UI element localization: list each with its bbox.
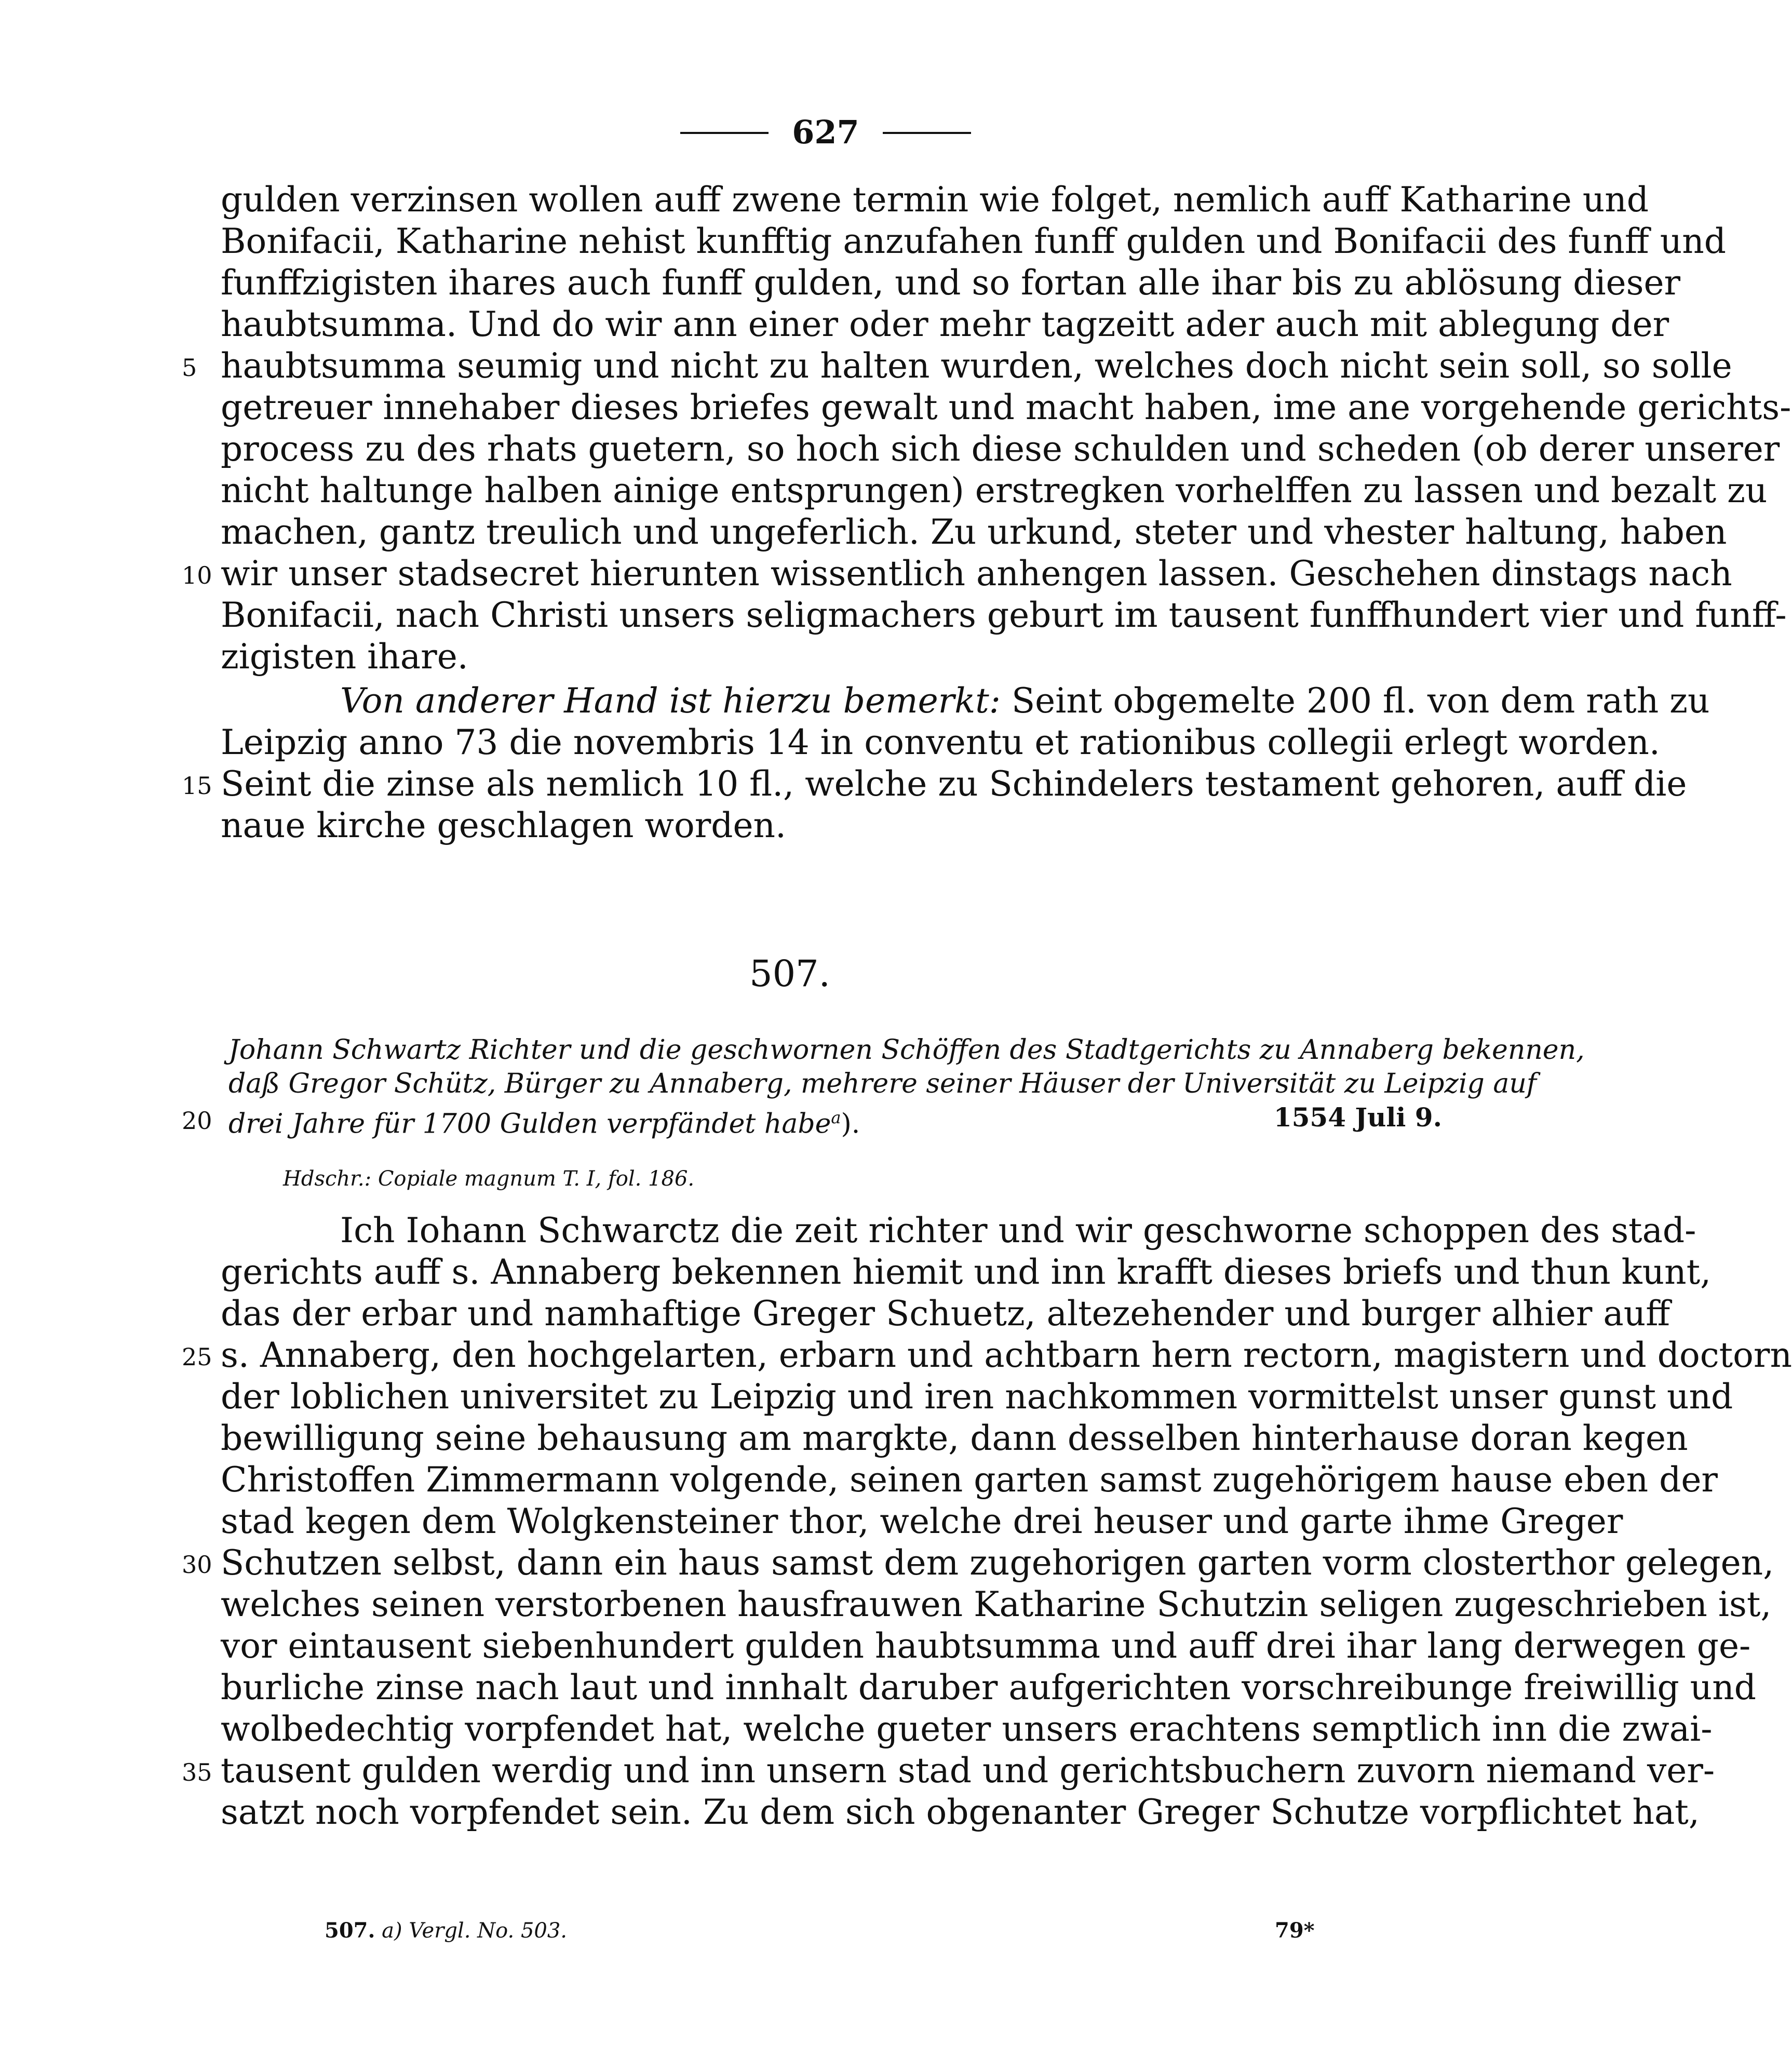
text-line: getreuer innehaber dieses briefes gewalt und macht haben, ime ane vorgehende gerichts- xyxy=(221,387,1791,427)
text-line: wir unser stadsecret hierunten wissentlich anhengen lassen. Geschehen dinstags nach xyxy=(221,554,1732,594)
text-line: machen, gantz treulich und ungeferlich. Zu urkund, steter und vhester haltung, haben xyxy=(221,512,1727,552)
document-date: 1554 Juli 9. xyxy=(1273,1102,1442,1133)
note-line: Seint die zinse als nemlich 10 fl., welche zu Schindelers testament gehoren, auff die xyxy=(221,764,1687,804)
text-line: s. Annaberg, den hochgelarten, erbarn und achtbarn hern rectorn, magistern und doctorn xyxy=(221,1335,1792,1375)
regest-end: ). xyxy=(841,1108,860,1140)
footnote-ref: 507. xyxy=(325,1918,375,1943)
regest-line: Johann Schwartz Richter und die geschwornen Schöffen des Stadtgerichts zu Annaberg bekennen, xyxy=(228,1034,1585,1066)
text-line: Ich Iohann Schwarctz die zeit richter und wir geschworne schoppen des stad- xyxy=(340,1210,1696,1250)
text-line: vor eintausent siebenhundert gulden haubtsumma und auff drei ihar lang derwegen ge- xyxy=(221,1626,1751,1666)
line-number: 20 xyxy=(182,1107,212,1135)
note-line xyxy=(221,680,1710,722)
text-line: tausent gulden werdig und inn unsern stad und gerichtsbuchern zuvorn niemand ver- xyxy=(221,1751,1715,1791)
line-number: 35 xyxy=(182,1758,212,1786)
page-number: 627 xyxy=(792,113,859,151)
text-line: gulden verzinsen wollen auff zwene termin wie folget, nemlich auff Katharine und xyxy=(221,180,1649,220)
footnote xyxy=(325,1916,567,1945)
text-line: der loblichen universitet zu Leipzig und iren nachkommen vormittelst unser gunst und xyxy=(221,1377,1733,1417)
text-line: welches seinen verstorbenen hausfrauwen Katharine Schutzin seligen zugeschrieben ist, xyxy=(221,1584,1772,1624)
text-line: satzt noch vorpfendet sein. Zu dem sich obgenanter Greger Schutze vorpflichtet hat, xyxy=(221,1792,1700,1832)
head-rule-right xyxy=(883,132,971,134)
text-line: das der erbar und namhaftige Greger Schuetz, altezehender und burger alhier auff xyxy=(221,1294,1670,1334)
document-number: 507. xyxy=(749,952,830,995)
line-number: 30 xyxy=(182,1551,212,1579)
regest-line: daß Gregor Schütz, Bürger zu Annaberg, mehrere seiner Häuser der Universität zu Leipzig auf xyxy=(228,1068,1537,1099)
footnote-text: a) Vergl. No. 503. xyxy=(382,1919,568,1943)
text-line: zigisten ihare. xyxy=(221,637,468,677)
running-head xyxy=(680,109,971,156)
text-line: process zu des rhats guetern, so hoch sich diese schulden und scheden (ob derer unserer xyxy=(221,429,1780,469)
text-line: wolbedechtig vorpfendet hat, welche gueter unsers erachtens semptlich inn die zwai- xyxy=(221,1709,1713,1749)
source-reference: Hdschr.: Copiale magnum T. I, fol. 186. xyxy=(283,1167,695,1191)
line-number: 25 xyxy=(182,1343,212,1371)
text-line: nicht haltunge halben ainige entsprungen) erstregken vorhelffen zu lassen und bezalt zu xyxy=(221,470,1768,510)
text-line: haubtsumma seumig und nicht zu halten wurden, welches doch nicht sein soll, so solle xyxy=(221,346,1732,386)
footnote-mark: a xyxy=(831,1108,841,1127)
regest-line xyxy=(228,1101,1007,1140)
note-text: Seint obgemelte 200 fl. von dem rath zu xyxy=(1011,681,1710,721)
line-number: 5 xyxy=(182,354,197,382)
text-line: Bonifacii, Katharine nehist kunfftig anzufahen funff gulden und Bonifacii des funff und xyxy=(221,221,1727,261)
note-line: naue kirche geschlagen worden. xyxy=(221,805,787,845)
text-line: Schutzen selbst, dann ein haus samst dem zugehorigen garten vorm closterthor gelegen, xyxy=(221,1543,1774,1583)
note-line: Leipzig anno 73 die novembris 14 in conventu et rationibus collegii erlegt worden. xyxy=(221,722,1660,762)
text-line: bewilligung seine behausung am margkte, dann desselben hinterhause doran kegen xyxy=(221,1418,1688,1458)
sheet-signature: 79* xyxy=(1275,1918,1315,1943)
text-line: Bonifacii, nach Christi unsers seligmachers geburt im tausent funffhundert vier und funff- xyxy=(221,595,1787,635)
line-number: 10 xyxy=(182,561,212,589)
text-line: funffzigisten ihares auch funff gulden, und so fortan alle ihar bis zu ablösung dieser xyxy=(221,263,1681,303)
text-line: burliche zinse nach laut und innhalt daruber aufgerichten vorschreibunge freiwillig und xyxy=(221,1667,1756,1707)
line-number: 15 xyxy=(182,772,212,800)
text-line: gerichts auff s. Annaberg bekennen hiemit und inn krafft dieses briefs und thun kunt, xyxy=(221,1252,1712,1292)
text-line: haubtsumma. Und do wir ann einer oder mehr tagzeitt ader auch mit ablegung der xyxy=(221,304,1669,344)
note-intro: Von anderer Hand ist hierzu bemerkt: xyxy=(340,681,1001,721)
text-line: Christoffen Zimmermann volgende, seinen garten samst zugehörigem hause eben der xyxy=(221,1460,1718,1500)
regest-text: drei Jahre für 1700 Gulden verpfändet habe xyxy=(228,1108,831,1140)
text-line: stad kegen dem Wolgkensteiner thor, welche drei heuser und garte ihme Greger xyxy=(221,1501,1623,1541)
